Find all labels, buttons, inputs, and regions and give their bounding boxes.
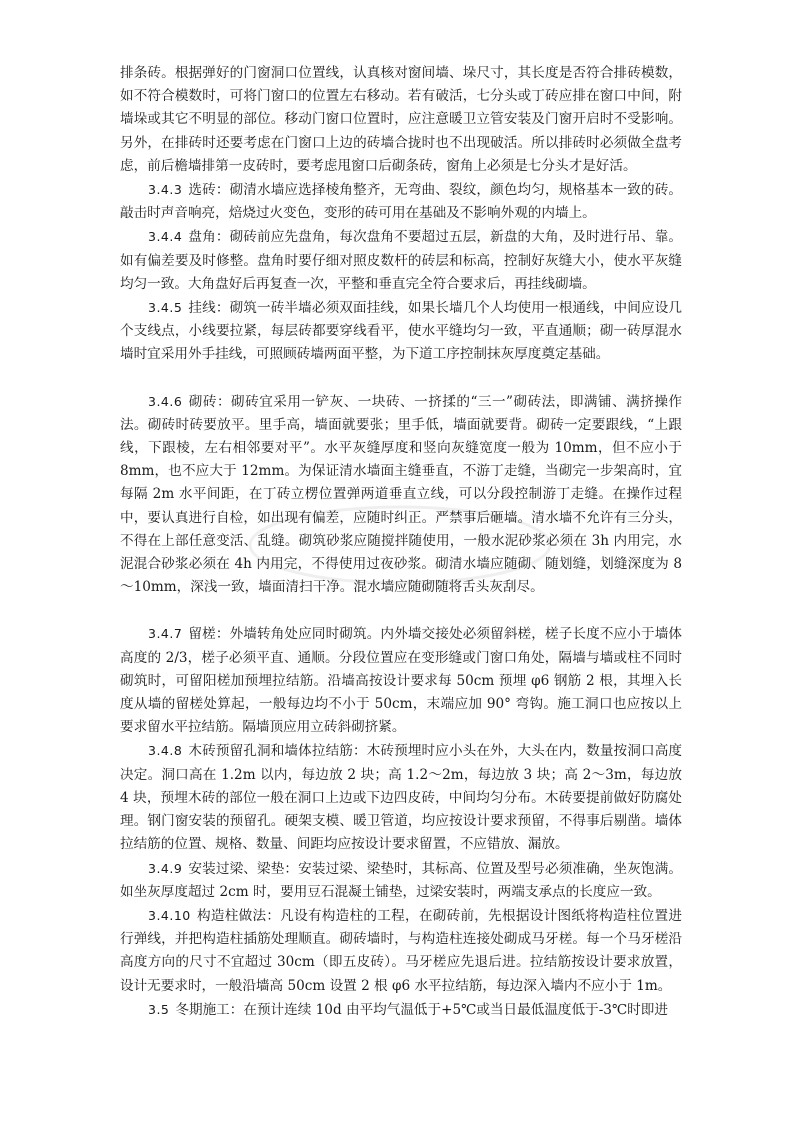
paragraph-text: 安装过梁、梁垫：安装过梁、梁垫时，其标高、位置及型号必须准确，坐灰饱满。如坐灰厚度超过 2cm 时，要用豆石混凝土铺垫，过梁安装时，两端支承点的长度应一致。 [120, 860, 682, 900]
section-number: 3.4.6 [148, 393, 183, 409]
document-body [120, 62, 682, 1022]
section-number: 3.4.5 [148, 300, 183, 316]
paragraph-3-4-8 [120, 739, 682, 856]
paragraph-3-4-4 [120, 225, 682, 296]
section-number: 3.4.4 [148, 229, 183, 245]
paragraph-text: 冬期施工：在预计连续 10d 由平均气温低于+5℃或当日最低温度低于-3℃时即进 [175, 1001, 668, 1018]
paragraph-3-4-9 [120, 857, 682, 904]
paragraph-3-4-10 [120, 904, 682, 998]
paragraph-text: 砌砖：砌砖宜采用一铲灰、一块砖、一挤揉的“三一”砌砖法，即满铺、满挤操作法。砌砖时砖要放平。里手高，墙面就要张；里手低，墙面就要背。砌砖一定要跟线，“上跟线，下跟棱，左右相邻要对平”。水平灰缝厚度和竖向灰缝宽度一般为 10mm，但不应小于 8mm，也不应大于 12mm。为保证清水墙面主缝垂直，不游丁走缝，当砌完一步架高时，宜每隔 2m 水平间距，在丁砖立楞位置弹两道垂直立线，可以分段控制游丁走缝。在操作过程中，要认真进行自检，如出现有偏差，应随时纠正。严禁事后砸墙。清水墙不允许有三分头，不得在上部任意变活、乱缝。砌筑砂浆应随搅拌随使用，一般水泥砂浆必须在 3h 内用完，水泥混合砂浆必须在 4h 内用完，不得使用过夜砂浆。砌清水墙应随砌、随划缝，划缝深度为 8～10mm，深浅一致，墙面清扫干净。混水墙应随砌随将舌头灰刮尽。 [120, 393, 682, 596]
paragraph-brick-arrangement [120, 62, 682, 178]
section-number: 3.4.9 [148, 860, 183, 876]
paragraph-text: 木砖预留孔洞和墙体拉结筋：木砖预埋时应小头在外，大头在内，数量按洞口高度决定。洞口高在 1.2m 以内，每边放 2 块；高 1.2～2m，每边放 3 块；高 2～3m，每边放 4 块，预埋木砖的部位一般在洞口上边或下边四皮砖，中间均匀分布。木砖要提前做好防腐处理。钢门窗安装的预留孔。硬架支模、暖卫管道，均应按设计要求预留，不得事后剔凿。墙体拉结筋的位置、规格、数量、间距均应按设计要求留置，不应错放、漏放。 [120, 743, 682, 853]
paragraph-text: 盘角：砌砖前应先盘角，每次盘角不要超过五层，新盘的大角，及时进行吊、靠。如有偏差要及时修整。盘角时要仔细对照皮数杆的砖层和标高，控制好灰缝大小，使水平灰缝均匀一致。大角盘好后再复查一次，平整和垂直完全符合要求后，再挂线砌墙。 [120, 229, 682, 292]
section-number: 3.4.8 [148, 743, 183, 759]
paragraph-text: 排条砖。根据弹好的门窗洞口位置线，认真核对窗间墙、垛尺寸，其长度是否符合排砖模数，如不符合模数时，可将门窗口的位置左右移动。若有破活，七分头或丁砖应排在窗口中间，附墙垛或其它不明显的部位。移动门窗口位置时，应注意暖卫立管安装及门窗开启时不受影响。另外，在排砖时还要考虑在门窗口上边的砖墙合拢时也不出现破活。所以排砖时必须做全盘考虑，前后檐墙排第一皮砖时，要考虑甩窗口后砌条砖，窗角上必须是七分头才是好活。 [120, 65, 682, 174]
paragraph-3-4-5 [120, 296, 682, 367]
section-number: 3.4.7 [148, 626, 183, 642]
paragraph-3-4-7 [120, 622, 682, 739]
paragraph-3-4-3 [120, 178, 682, 225]
paragraph-3-4-6 [120, 390, 682, 600]
paragraph-text: 挂线：砌筑一砖半墙必须双面挂线，如果长墙几个人均使用一根通线，中间应设几个支线点，小线要拉紧，每层砖都要穿线看平，使水平缝均匀一致，平直通顺；砌一砖厚混水墙时宜采用外手挂线，可照顾砖墙两面平整，为下道工序控制抹灰厚度奠定基础。 [120, 300, 682, 363]
paragraph-text: 构造柱做法：凡设有构造柱的工程，在砌砖前，先根据设计图纸将构造柱位置进行弹线，并把构造柱插筋处理顺直。砌砖墙时，与构造柱连接处砌成马牙槎。每一个马牙槎沿高度方向的尺寸不宜超过 30cm（即五皮砖）。马牙槎应先退后进。拉结筋按设计要求放置，设计无要求时，一般沿墙高 50cm 设置 2 根 φ6 水平拉结筋，每边深入墙内不应小于 1m。 [120, 907, 682, 994]
section-number: 3.4.3 [148, 182, 183, 198]
paragraph-text: 选砖：砌清水墙应选择棱角整齐，无弯曲、裂纹，颜色均匀，规格基本一致的砖。敲击时声音响亮，焙烧过火变色，变形的砖可用在基础及不影响外观的内墙上。 [120, 182, 682, 222]
paragraph-text: 留槎：外墙转角处应同时砌筑。内外墙交接处必须留斜槎，槎子长度不应小于墙体高度的 2/3，槎子必须平直、通顺。分段位置应在变形缝或门窗口角处，隔墙与墙或柱不同时砌筑时，可留阳槎加预埋拉结筋。沿墙高按设计要求每 50cm 预埋 φ6 钢筋 2 根，其埋入长度从墙的留槎处算起，一般每边均不小于 50cm，末端应加 90° 弯钩。施工洞口也应按以上要求留水平拉结筋。隔墙顶应用立砖斜砌挤紧。 [120, 626, 682, 736]
paragraph-3-5 [120, 998, 682, 1022]
section-number: 3.4.10 [148, 907, 191, 923]
section-number: 3.5 [148, 1001, 170, 1017]
